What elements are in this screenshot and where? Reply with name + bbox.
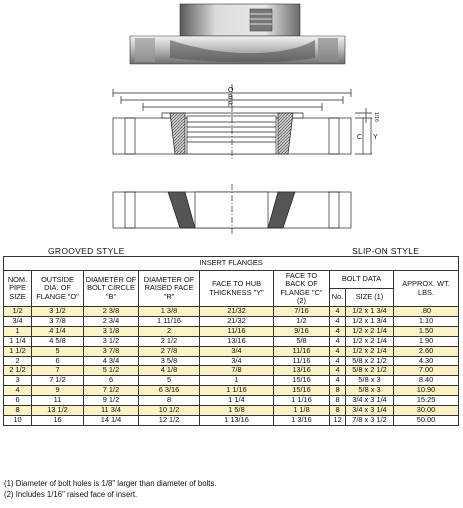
- table-cell: 3 1/2: [84, 336, 139, 346]
- table-cell: .80: [394, 307, 459, 317]
- table-cell: 4: [330, 316, 346, 326]
- table-cell: 1 1/2: [4, 346, 32, 356]
- header-bolt-data: BOLT DATA: [330, 271, 394, 289]
- table-cell: 1 11/16: [139, 316, 200, 326]
- table-cell: 5/8 x 2 1/2: [346, 356, 394, 366]
- table-cell: 3/4 x 3 1/4: [346, 406, 394, 416]
- table-cell: 4: [330, 307, 346, 317]
- table-cell: 3/4: [4, 316, 32, 326]
- table-cell: 3 7/8: [84, 346, 139, 356]
- table-cell: 1/2 x 1 3/4: [346, 307, 394, 317]
- dim-label-b: B: [228, 94, 233, 101]
- table-cell: 8: [330, 386, 346, 396]
- footnote-1: (1) Diameter of bolt holes is 1/8" larger than diameter of bolts.: [4, 479, 217, 488]
- table-cell: 4: [330, 376, 346, 386]
- header-bolt-number: No.: [330, 289, 346, 307]
- table-row: [4, 316, 459, 326]
- table-cell: 7/16: [274, 307, 330, 317]
- table-cell: 5/8 x 3: [346, 386, 394, 396]
- table-cell: 4: [330, 346, 346, 356]
- table-cell: 8.40: [394, 376, 459, 386]
- table-cell: 8: [139, 396, 200, 406]
- table-cell: 4 1/8: [139, 366, 200, 376]
- table-cell: 1/2 x 2 1/4: [346, 336, 394, 346]
- table-cell: 3/4 x 3 1/4: [346, 396, 394, 406]
- table-cell: 3: [4, 376, 32, 386]
- header-face-to-back: FACE TO BACK OF FLANGE "C" (2): [274, 271, 330, 307]
- table-cell: 2.60: [394, 346, 459, 356]
- table-cell: 21/32: [200, 316, 274, 326]
- table-cell: 15/16: [274, 376, 330, 386]
- table-cell: 15/16: [274, 386, 330, 396]
- table-cell: 1/2: [274, 316, 330, 326]
- table-cell: 5: [32, 346, 84, 356]
- header-outside-diameter: OUTSIDE DIA. OF FLANGE "O": [32, 271, 84, 307]
- table-cell: 30.00: [394, 406, 459, 416]
- table-cell: 1 3/16: [274, 415, 330, 425]
- table-row: [4, 346, 459, 356]
- table-cell: 2: [4, 356, 32, 366]
- table-row: [4, 307, 459, 317]
- table-cell: 12 1/2: [139, 415, 200, 425]
- table-cell: 7 1/2: [32, 376, 84, 386]
- table-cell: 11/16: [200, 326, 274, 336]
- table-cell: 10.90: [394, 386, 459, 396]
- table-cell: 21/32: [200, 307, 274, 317]
- table-cell: 5: [139, 376, 200, 386]
- table-row: [4, 326, 459, 336]
- table-cell: 16: [32, 415, 84, 425]
- table-cell: 1.10: [394, 316, 459, 326]
- table-cell: 9 1/2: [84, 396, 139, 406]
- table-row: [4, 386, 459, 396]
- table-cell: 2 7/8: [139, 346, 200, 356]
- table-cell: 4.30: [394, 356, 459, 366]
- table-cell: 15.25: [394, 396, 459, 406]
- table-cell: 1 1/4: [4, 336, 32, 346]
- table-cell: 13 1/2: [32, 406, 84, 416]
- table-cell: 3 7/8: [32, 316, 84, 326]
- table-cell: 10 1/2: [139, 406, 200, 416]
- table-cell: 11: [32, 396, 84, 406]
- table-cell: 1 1/8: [274, 406, 330, 416]
- grooved-style-section: [113, 84, 372, 160]
- table-cell: 1 5/8: [200, 406, 274, 416]
- dim-label-y: Y: [373, 134, 378, 141]
- table-row: [4, 356, 459, 366]
- table-cell: 11/16: [274, 356, 330, 366]
- table-cell: 2 1/2: [139, 336, 200, 346]
- table-cell: 7/8 x 3 1/2: [346, 415, 394, 425]
- table-cell: 10: [4, 415, 32, 425]
- table-cell: 5 1/2: [84, 366, 139, 376]
- table-cell: 9: [32, 386, 84, 396]
- table-cell: 2: [139, 326, 200, 336]
- table-cell: 1/2 x 2 1/4: [346, 346, 394, 356]
- table-cell: 1 13/16: [200, 415, 274, 425]
- table-cell: 1 1/16: [274, 396, 330, 406]
- dim-label-o: O: [228, 87, 234, 94]
- header-bolt-circle: DIAMETER OF BOLT CIRCLE "B": [84, 271, 139, 307]
- table-cell: 7 1/2: [84, 386, 139, 396]
- table-cell: 1: [4, 326, 32, 336]
- slip-on-style-section: [113, 184, 351, 235]
- table-cell: 1.50: [394, 326, 459, 336]
- header-raised-face: DIAMETER OF RAISED FACE "R": [139, 271, 200, 307]
- table-row: [4, 376, 459, 386]
- footnote-2: (2) Includes 1/16" raised face of insert.: [4, 490, 138, 499]
- table-cell: 12: [330, 415, 346, 425]
- table-cell: 5/8 x 3: [346, 376, 394, 386]
- header-bolt-size: SIZE (1): [346, 289, 394, 307]
- table-cell: 4: [330, 336, 346, 346]
- table-cell: 2 1/2: [4, 366, 32, 376]
- header-nominal-pipe-size: NOM. PIPE SIZE: [4, 271, 32, 307]
- header-face-to-hub: FACE TO HUB THICKNESS "Y": [200, 271, 274, 307]
- table-cell: 5/8: [274, 336, 330, 346]
- footnotes: [4, 478, 217, 500]
- table-cell: 1 1/4: [200, 396, 274, 406]
- table-cell: 6: [32, 356, 84, 366]
- table-cell: 2 3/8: [84, 307, 139, 317]
- flange-photo: [130, 4, 345, 64]
- table-cell: 4 1/4: [32, 326, 84, 336]
- table-row: [4, 415, 459, 425]
- table-cell: 6 3/16: [139, 386, 200, 396]
- table-cell: 4: [330, 366, 346, 376]
- table-cell: 8: [4, 406, 32, 416]
- table-cell: 13/16: [200, 336, 274, 346]
- table-cell: 8: [330, 406, 346, 416]
- table-cell: 9/16: [274, 326, 330, 336]
- table-cell: 7: [32, 366, 84, 376]
- table-cell: 7.00: [394, 366, 459, 376]
- table-cell: 50.00: [394, 415, 459, 425]
- table-cell: 1/2 x 2 1/4: [346, 326, 394, 336]
- table-cell: 1.90: [394, 336, 459, 346]
- table-row: [4, 406, 459, 416]
- table-cell: 3/4: [200, 346, 274, 356]
- table-row: [4, 336, 459, 346]
- table-cell: 8: [330, 396, 346, 406]
- dim-label-r: R: [228, 101, 234, 108]
- table-row: [4, 396, 459, 406]
- table-cell: 13/16: [274, 366, 330, 376]
- table-cell: 1/2 x 1 3/4: [346, 316, 394, 326]
- table-cell: 4: [330, 326, 346, 336]
- table-cell: 2 3/4: [84, 316, 139, 326]
- table-cell: 11 3/4: [84, 406, 139, 416]
- table-row: [4, 366, 459, 376]
- grooved-style-label: GROOVED STYLE: [48, 246, 125, 256]
- table-cell: 4: [4, 386, 32, 396]
- table-cell: 4: [330, 356, 346, 366]
- table-cell: 6: [4, 396, 32, 406]
- table-cell: 1: [200, 376, 274, 386]
- table-cell: 14 1/4: [84, 415, 139, 425]
- table-cell: 4 3/4: [84, 356, 139, 366]
- table-cell: 11/16: [274, 346, 330, 356]
- dim-label-c: C: [357, 134, 363, 141]
- table-cell: 7/8: [200, 366, 274, 376]
- header-approx-weight: APPROX. WT. LBS.: [394, 271, 459, 307]
- table-cell: 1/2: [4, 307, 32, 317]
- table-cell: 3 1/8: [84, 326, 139, 336]
- table-cell: 5/8 x 2 1/2: [346, 366, 394, 376]
- insert-flanges-table: [3, 256, 459, 426]
- slip-on-style-label: SLIP-ON STYLE: [352, 246, 420, 256]
- table-cell: 4 5/8: [32, 336, 84, 346]
- table-cell: 3 5/8: [139, 356, 200, 366]
- flange-drawing: [0, 0, 463, 245]
- dim-label-raised-face: 1/16: [373, 112, 379, 122]
- table-cell: 6: [84, 376, 139, 386]
- table-cell: 1 1/16: [200, 386, 274, 396]
- table-cell: 3/4: [200, 356, 274, 366]
- table-title: INSERT FLANGES: [4, 257, 459, 271]
- table-cell: 1 3/8: [139, 307, 200, 317]
- table-cell: 3 1/2: [32, 307, 84, 317]
